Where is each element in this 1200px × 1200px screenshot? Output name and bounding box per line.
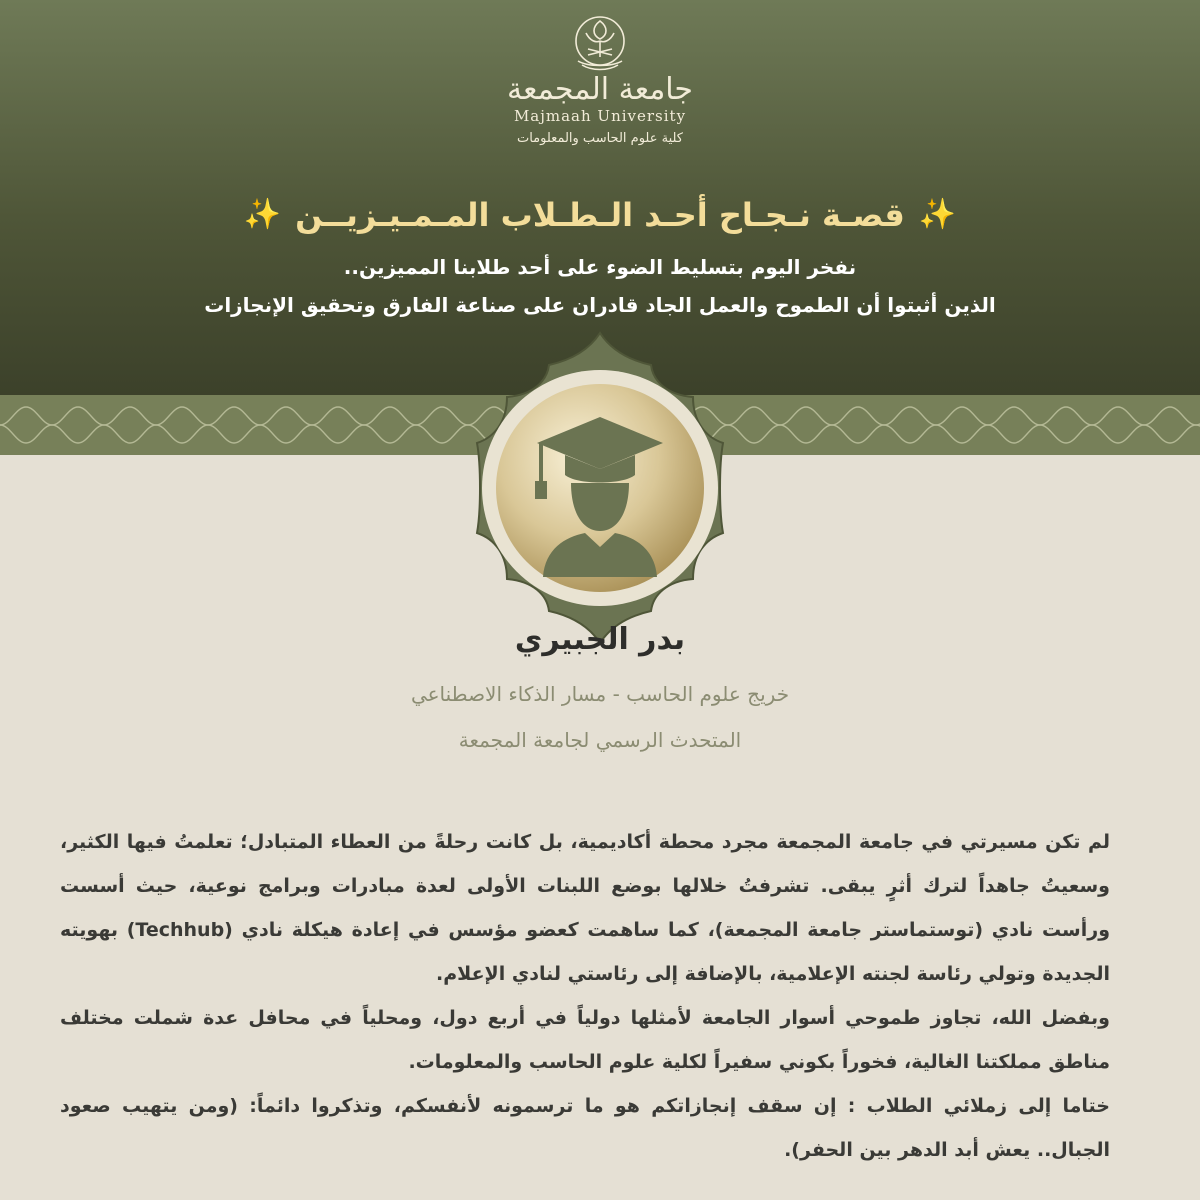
student-degree: خريج علوم الحاسب - مسار الذكاء الاصطناعي [410, 682, 790, 706]
university-name-english: Majmaah University [513, 107, 687, 125]
university-logo [480, 15, 720, 145]
headline [150, 190, 1050, 240]
college-name: كلية علوم الحاسب والمعلومات [516, 131, 683, 146]
intro-line: الذين أثبتوا أن الطموح والعمل الجاد قادران على صناعة الفارق وتحقيق الإنجازات [204, 293, 996, 317]
story-paragraph: ختاما إلى زملائي الطلاب : إن سقف إنجازاتكم هو ما ترسمونه لأنفسكم، وتذكروا دائماً: (ومن يتهيب صعود الجبال.. يعش أبد الدهر بين الحفر). [60, 1095, 1110, 1161]
story-paragraph: لم تكن مسيرتي في جامعة المجمعة مجرد محطة أكاديمية، بل كانت رحلةً من العطاء المتبادل؛ تعلمتُ فيها الكثير، وسعيتُ جاهداً لترك أثرٍ يبقى. تشرفتُ خلالها بوضع اللبنات الأولى لعدة مبادرات وبرامج نوعية، حيث أسست ورأست نادي (توستماستر جامعة المجمعة)، كما ساهمت كعضو مؤسس في إعادة هيكلة نادي (Techhub) بهويته الجديدة وتولي رئاسة لجنته الإعلامية، بالإضافة إلى رئاستي لنادي الإعلام. [60, 831, 1110, 985]
palm-and-swords-icon [570, 15, 630, 73]
intro-text [180, 248, 1020, 324]
university-name-arabic: جامعة المجمعة [507, 72, 693, 107]
sparkle-icon: ✨ [243, 197, 282, 232]
story-text [60, 820, 1110, 1172]
student-medallion [437, 325, 763, 651]
story-paragraph: وبفضل الله، تجاوز طموحي أسوار الجامعة لأمثلها دولياً في أربع دول، ومحلياً في محافل عدة شملت مختلف مناطق مملكتنا الغالية، فخوراً بكوني سفيراً لكلية علوم الحاسب والمعلومات. [60, 1007, 1110, 1073]
student-role: المتحدث الرسمي لجامعة المجمعة [458, 728, 742, 752]
sparkle-icon: ✨ [918, 197, 957, 232]
headline-text: قصـة نـجـاح أحـد الـطـلاب المـمـيـزيــن [295, 196, 905, 234]
intro-line: نفخر اليوم بتسليط الضوء على أحد طلابنا المميزين.. [343, 255, 857, 279]
student-name: بدر الجبيري [514, 622, 686, 657]
